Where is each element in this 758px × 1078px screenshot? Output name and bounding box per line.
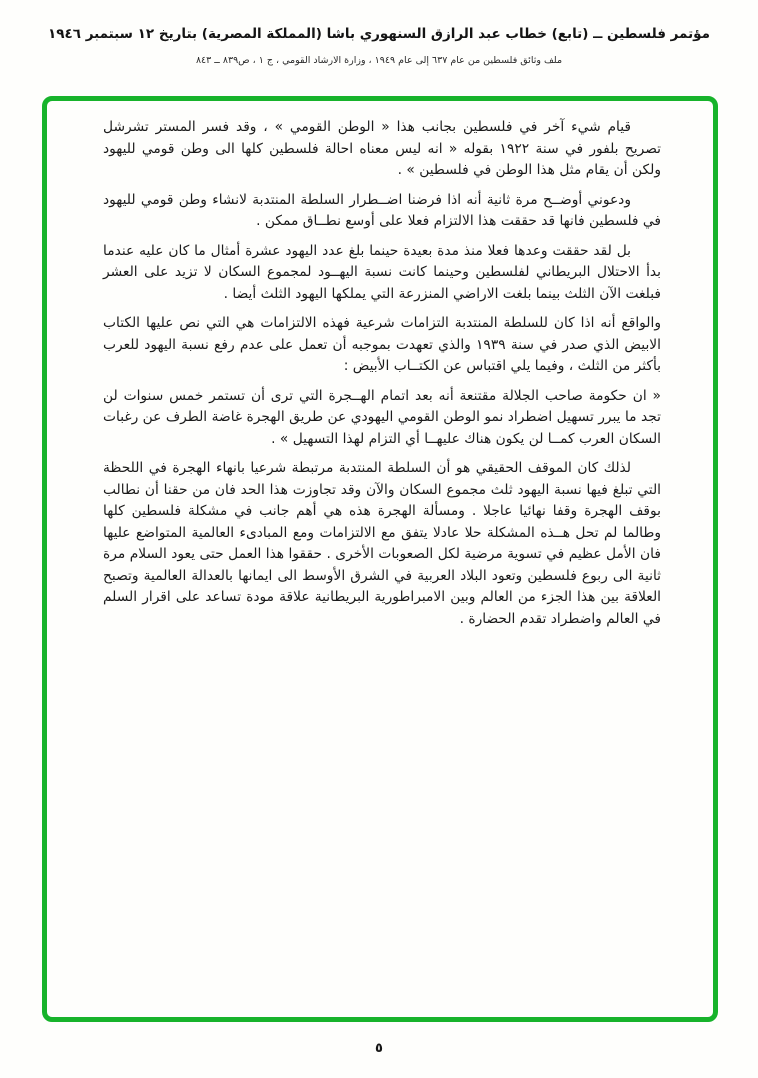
document-header <box>30 26 728 66</box>
document-source-citation: ملف وثائق فلسطين من عام ٦٣٧ إلى عام ١٩٤٩ ، وزارة الارشاد القومي ، ج ١ ، ص٨٣٩ ــ ٨٤٣ <box>195 55 563 66</box>
paragraph-2: ودعوني أوضــح مرة ثانية أنه اذا فرضنا اضــطرار السلطة المنتدبة لانشاء وطن قومي لليهود في فلسطين فانها قد حققت هذا الالتزام فعلا على أوسع نطــاق ممكن . <box>103 191 661 229</box>
paragraph-4: والواقع أنه اذا كان للسلطة المنتدبة التزامات شرعية فهذه الالتزامات هي التي نص عليها الكتاب الابيض الذي صدر في سنة ١٩٣٩ والذي تعهدت بموجبه أن تعمل على عدم رفع نسبة اليهود للعرب بأكثر من الثلث ، وفيما يلي اقتباس عن الكتــاب الأبيض : <box>103 315 661 374</box>
paragraph-6: لذلك كان الموقف الحقيقي هو أن السلطة المنتدبة مرتبطة شرعيا بانهاء الهجرة في اللحظة التي تبلغ فيها نسبة اليهود ثلث مجموع السكان والآن وقد تجاوزت هذا الحد فان من حقنا أن نطالب بوقف الهجرة وقفا نهائيا عاجلا . ومسألة الهجرة هذه هي أهم جانب في مشكلة فلسطين كلها وطالما لم تحل هــذه المشكلة حلا عادلا يتفق مع الالتزامات ومع المبادىء العالمية المتواضع عليها فان الأمل عظيم في تسوية مرضية لكل الصعوبات الأخرى . حققوا هذا العمل حتى يعود السلام مرة ثانية الى ربوع فلسطين وتعود البلاد العربية في الشرق الأوسط الى ايمانها بالعدالة العالمية وتصبح العلاقة بين هذا الجزء من العالم وبين الامبراطورية البريطانية علاقة مودة تساعد على اقرار السلم في العالم واضطراد تقدم الحضارة . <box>103 460 661 627</box>
page-number: ٥ <box>375 1041 383 1056</box>
document-body <box>103 117 661 638</box>
paragraph-5: « ان حكومة صاحب الجلالة مقتنعة أنه بعد اتمام الهــجرة التي ترى أن تستمر خمس سنوات لن تجد ما يبرر تسهيل اضطراد نمو الوطن القومي اليهودي عن طريق الهجرة غاضة الطرف عن رغبات السكان العرب كمــا لن يكون هناك عليهــا أي التزام لهذا التسهيل » . <box>103 387 661 447</box>
highlight-frame <box>42 96 718 1022</box>
document-title: مؤتمر فلسطين ــ (تابع) خطاب عبد الرازق السنهوري باشا (المملكة المصرية) بتاريخ ١٢ سبتمبر ١٩٤٦ <box>48 26 710 42</box>
paragraph-3: بل لقد حققت وعدها فعلا منذ مدة بعيدة حينما بلغ عدد اليهود عشرة أمثال ما كان عليه عندما بدأ الاحتلال البريطاني لفلسطين وحينما كانت نسبة اليهــود لمجموع السكان لا تزيد على العشر فبلغت الآن الثلث بينما بلغت الاراضي المنزرعة التي يملكها اليهود الثلث أيضا . <box>103 242 661 302</box>
paragraph-1: قيام شيء آخر في فلسطين بجانب هذا « الوطن القومي » ، وقد فسر المستر تشرشل تصريح بلفور في سنة ١٩٢٢ بقوله « انه ليس معناه احالة فلسطين كلها الى وطن قومي لليهود ولكن أن يقام مثل هذا الوطن في فلسطين » . <box>103 119 661 178</box>
